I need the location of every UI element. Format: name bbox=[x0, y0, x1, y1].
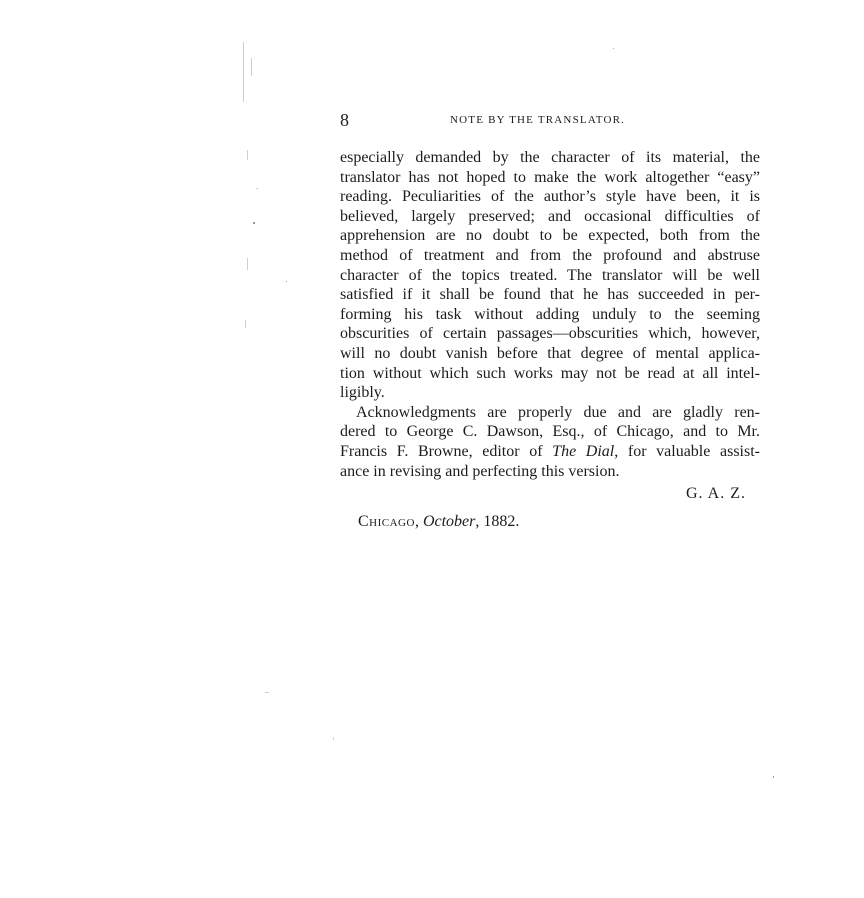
translator-signature: G. A. Z. bbox=[686, 485, 746, 502]
scan-artifact bbox=[333, 737, 334, 740]
dateline-comma: , bbox=[414, 513, 423, 530]
text-line: Acknowledgments are properly due and are gladly ren- bbox=[356, 403, 760, 421]
running-head: NOTE BY THE TRANSLATOR. bbox=[450, 114, 626, 126]
text-line: method of treatment and from the profound and abstruse bbox=[340, 246, 760, 264]
text-line: believed, largely preserved; and occasional difficulties of bbox=[340, 207, 760, 225]
text-line: especially demanded by the character of its material, the bbox=[340, 149, 760, 166]
paragraph-translator-note bbox=[340, 148, 760, 403]
scan-artifact bbox=[613, 48, 614, 49]
text-line: forming his task without adding unduly to the seeming bbox=[340, 305, 760, 323]
text-line: tion without which such works may not be read at all intel- bbox=[340, 364, 760, 382]
text-line: satisfied if it shall be found that he has succeeded in per- bbox=[340, 286, 760, 304]
text-line: obscurities of certain passages—obscurities which, however, bbox=[340, 325, 760, 343]
text-segment: Francis F. Browne, editor of bbox=[340, 442, 553, 460]
scan-artifact bbox=[286, 281, 287, 282]
dateline-year: 1882. bbox=[483, 513, 520, 530]
text-line: ligibly. bbox=[340, 384, 385, 402]
scan-artifact bbox=[265, 692, 269, 693]
text-line: dered to George C. Dawson, Esq., of Chicago, and to Mr. bbox=[340, 423, 760, 441]
dateline bbox=[358, 512, 519, 532]
page-header bbox=[340, 110, 760, 130]
scan-artifact bbox=[256, 188, 258, 189]
body-text bbox=[340, 148, 760, 481]
page-number: 8 bbox=[340, 110, 349, 130]
scan-artifact bbox=[245, 320, 246, 328]
text-line: translator has not hoped to make the work altogether “easy” bbox=[340, 168, 760, 186]
dateline-month: October bbox=[422, 513, 476, 530]
text-line: character of the topics treated. The translator will be well bbox=[340, 266, 760, 284]
text-line: apprehension are no doubt to be expected, both from the bbox=[340, 227, 760, 245]
text-line: will no doubt vanish before that degree of mental applica- bbox=[340, 344, 760, 362]
scan-artifact bbox=[247, 150, 248, 160]
scan-artifact bbox=[247, 258, 248, 270]
italic-title: The Dial bbox=[552, 442, 615, 460]
scan-artifact bbox=[253, 222, 255, 224]
text-line: ance in revising and perfecting this version. bbox=[340, 462, 620, 480]
paragraph-acknowledgments bbox=[340, 403, 760, 481]
text-line: reading. Peculiarities of the author’s style have been, it is bbox=[340, 188, 760, 206]
dateline-comma: , bbox=[475, 513, 484, 530]
text-segment: , for valuable assist- bbox=[614, 442, 760, 460]
scan-artifact bbox=[773, 776, 774, 778]
scan-artifact bbox=[243, 42, 244, 102]
text-line-with-italic bbox=[340, 442, 760, 462]
scan-artifact bbox=[251, 58, 252, 76]
dateline-city: Chicago bbox=[358, 513, 415, 530]
